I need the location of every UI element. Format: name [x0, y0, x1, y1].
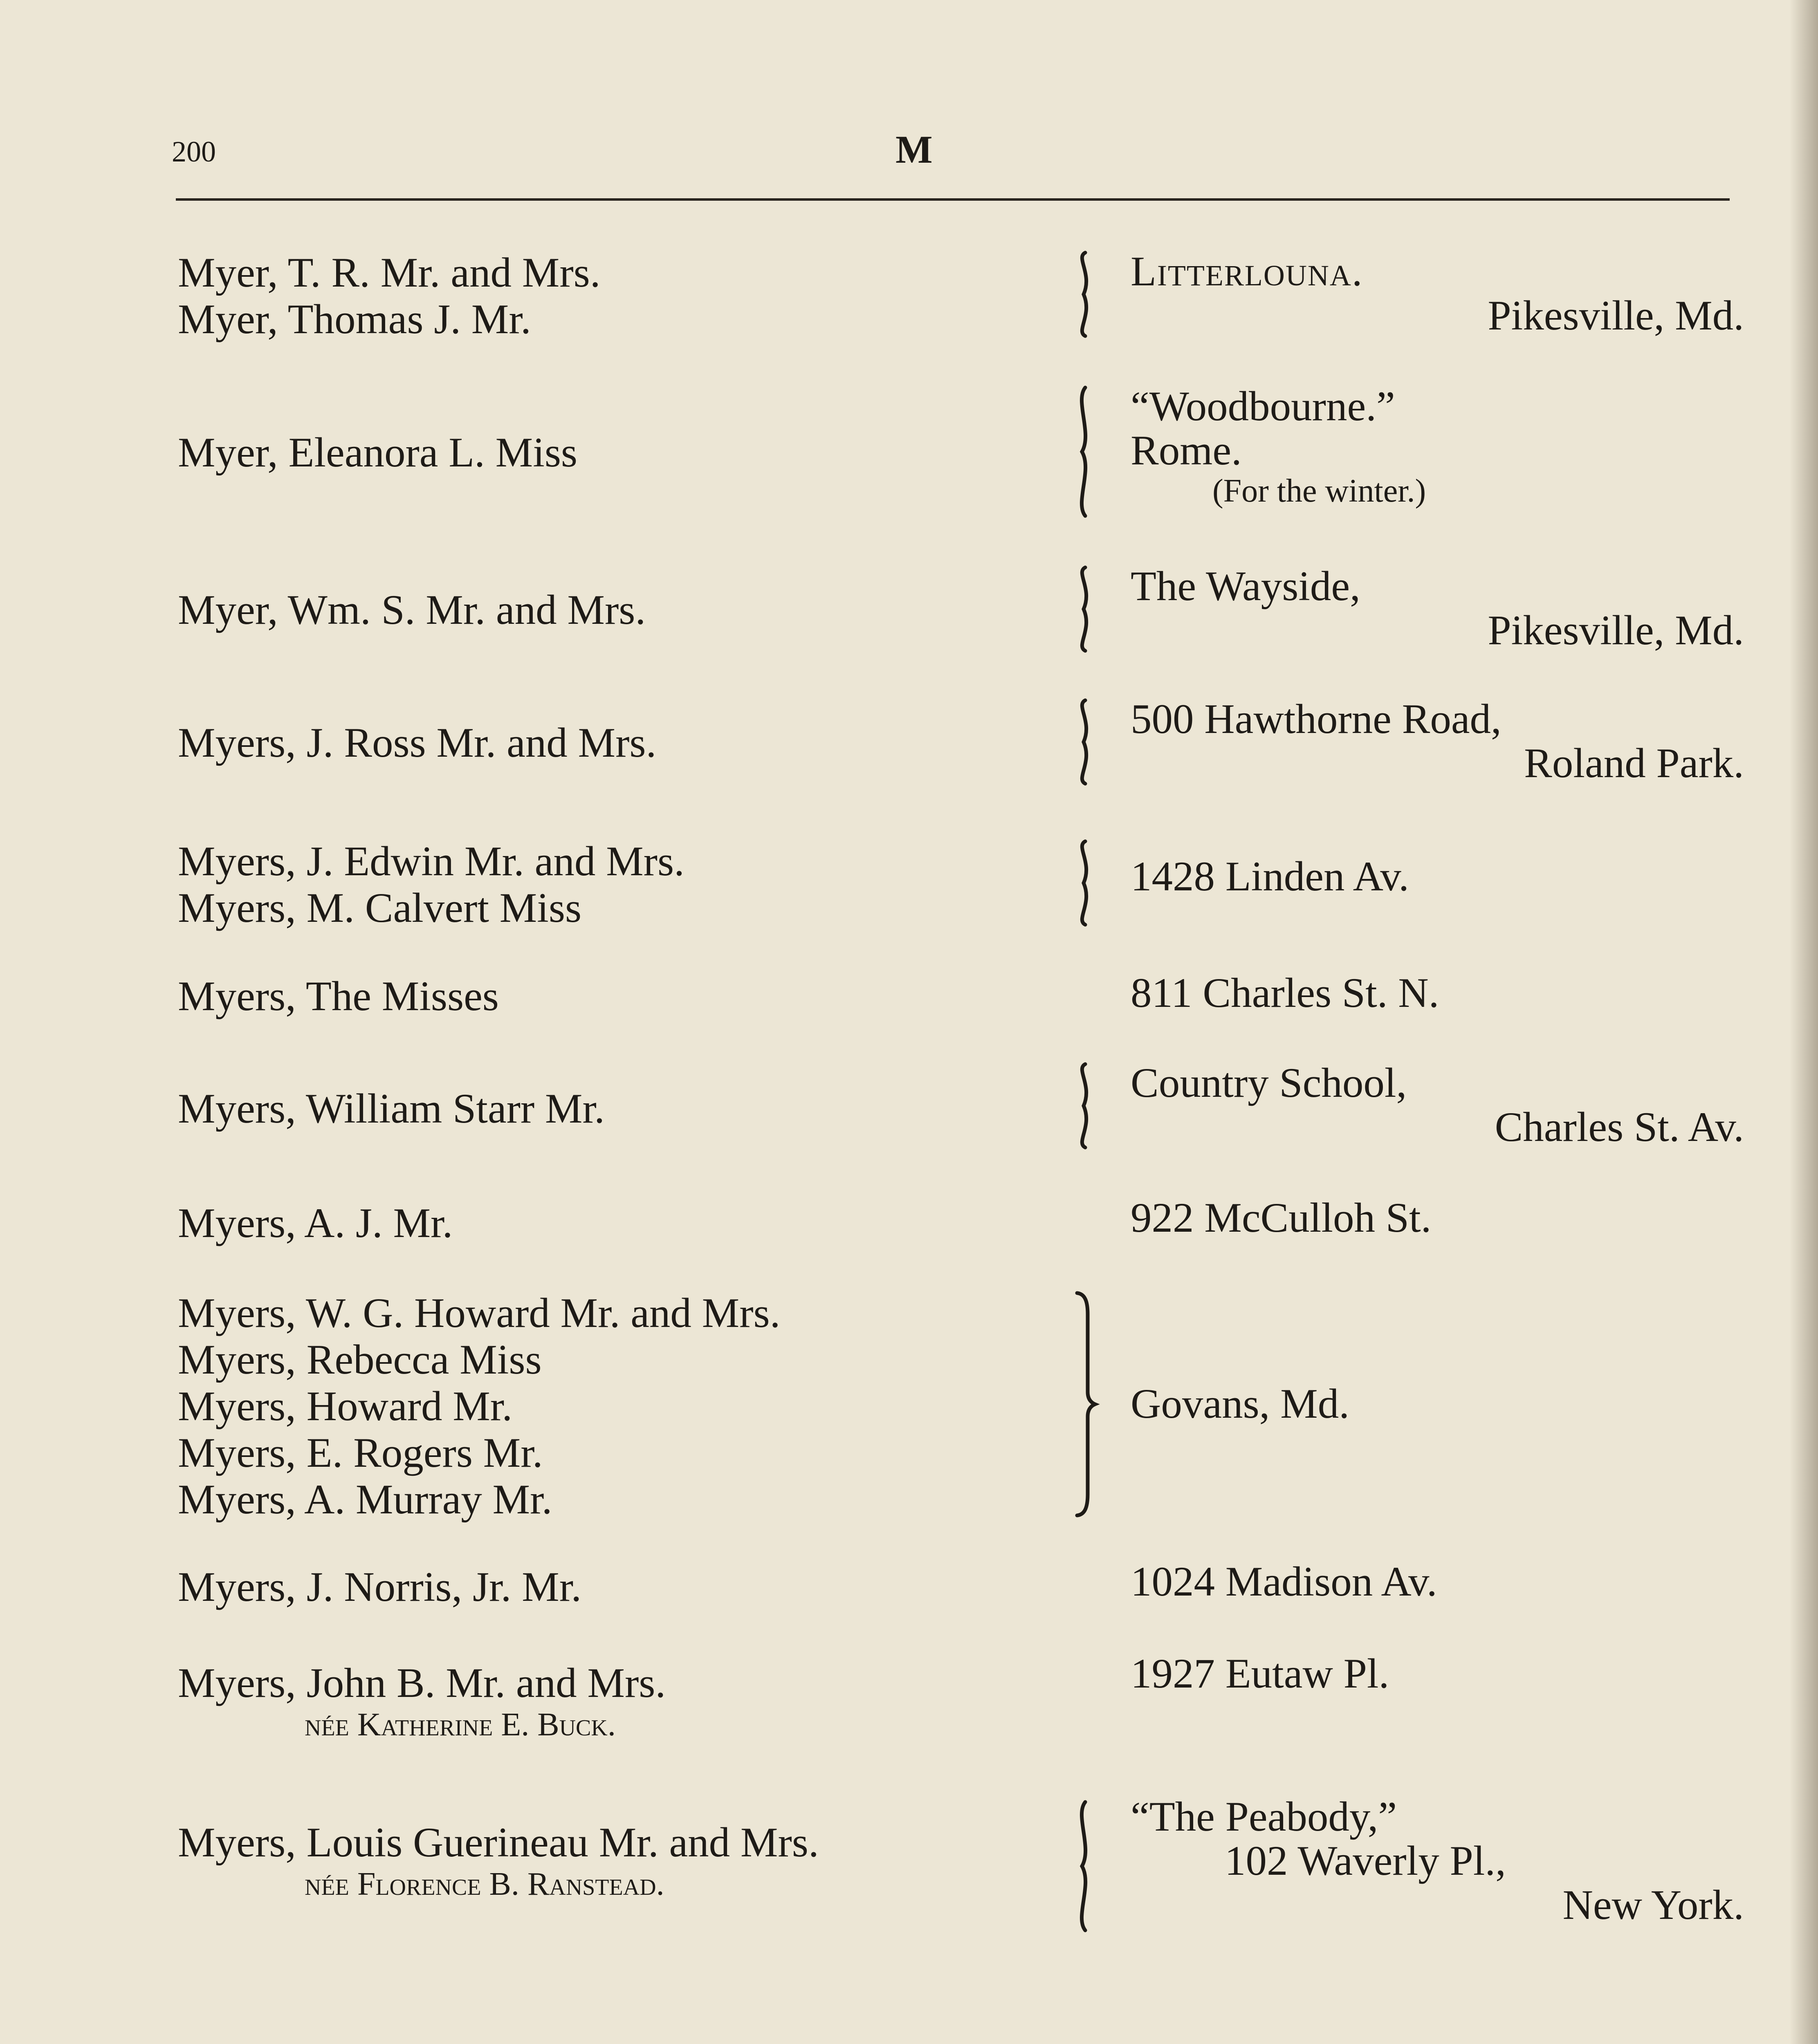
address-line: Rome. [1131, 427, 1242, 474]
resident-name: Myers, M. Calvert Miss [178, 885, 582, 931]
header-rule [176, 198, 1730, 201]
resident-name: Myer, Thomas J. Mr. [178, 296, 531, 343]
entry-address [1131, 564, 1744, 652]
brace [1071, 384, 1096, 519]
entry-names [178, 719, 656, 766]
entry-address [1131, 1652, 1744, 1696]
resident-name: Myers, J. Norris, Jr. Mr. [178, 1564, 582, 1610]
page-edge-shadow [1789, 0, 1818, 2044]
brace [1071, 838, 1096, 928]
entry-address [1131, 1795, 1744, 1927]
address-line: Govans, Md. [1131, 1381, 1350, 1427]
address-line: 922 McCulloh St. [1131, 1195, 1432, 1241]
address-line: “Woodbourne.” [1131, 383, 1395, 430]
resident-name: Myer, T. R. Mr. and Mrs. [178, 249, 601, 296]
entry-names [178, 838, 685, 931]
resident-name: Myer, Wm. S. Mr. and Mrs. [178, 587, 646, 633]
address-line: 500 Hawthorne Road, [1131, 696, 1502, 742]
entry-names [178, 1564, 581, 1610]
address-line: 1024 Madison Av. [1131, 1558, 1437, 1605]
resident-name: Myers, A. Murray Mr. [178, 1476, 552, 1523]
resident-name: Myers, Rebecca Miss [178, 1336, 542, 1383]
resident-name: Myers, John B. Mr. and Mrs. [178, 1660, 666, 1706]
maiden-name: née Katherine E. Buck. [305, 1707, 616, 1743]
resident-name: Myers, A. J. Mr. [178, 1200, 453, 1246]
entry-address [1131, 1061, 1744, 1149]
entry-address [1131, 971, 1744, 1015]
resident-name: Myers, E. Rogers Mr. [178, 1430, 543, 1476]
entry-names [178, 1660, 666, 1743]
entry-address [1131, 697, 1744, 785]
section-letter: M [896, 128, 933, 171]
brace [1071, 564, 1096, 654]
brace [1071, 697, 1096, 787]
address-line: New York. [1562, 1882, 1744, 1928]
entry-names [178, 1200, 453, 1246]
entry-address [1131, 1196, 1744, 1240]
brace [1071, 249, 1096, 339]
entry-address [1131, 384, 1744, 509]
entry-names [178, 249, 600, 343]
resident-name: Myers, J. Edwin Mr. and Mrs. [178, 838, 685, 885]
brace [1071, 1799, 1096, 1934]
entry-names [178, 1085, 605, 1132]
address-line: “The Peabody,” [1131, 1793, 1397, 1840]
entry-names [178, 429, 577, 476]
resident-name: Myers, Howard Mr. [178, 1383, 513, 1430]
entry-address [1131, 249, 1744, 338]
address-line: 102 Waverly Pl., [1225, 1838, 1506, 1884]
address-line: The Wayside, [1131, 563, 1360, 610]
entry-address [1131, 854, 1744, 899]
resident-name: Myers, J. Ross Mr. and Mrs. [178, 719, 657, 766]
resident-name: Myers, Louis Guerineau Mr. and Mrs. [178, 1819, 819, 1866]
address-line: Litterlouna. [1131, 248, 1363, 295]
address-note: (For the winter.) [1212, 473, 1426, 509]
page-header [0, 0, 1818, 204]
maiden-name: née Florence B. Ranstead. [305, 1866, 664, 1902]
entry-names [178, 587, 646, 633]
address-line: 1927 Eutaw Pl. [1131, 1650, 1389, 1697]
address-line: Pikesville, Md. [1488, 292, 1744, 339]
entry-address [1131, 1382, 1744, 1426]
resident-name: Myers, The Misses [178, 973, 499, 1020]
address-line: 811 Charles St. N. [1131, 970, 1439, 1016]
page-number: 200 [172, 135, 216, 168]
address-line: Charles St. Av. [1495, 1104, 1744, 1150]
brace [1071, 1290, 1096, 1519]
resident-name: Myers, William Starr Mr. [178, 1085, 605, 1132]
address-line: Roland Park. [1524, 740, 1744, 787]
address-line: Country School, [1131, 1060, 1407, 1106]
address-line: 1428 Linden Av. [1131, 853, 1409, 900]
entry-names [178, 1819, 819, 1903]
entry-names [178, 1290, 780, 1523]
entry-names [178, 973, 499, 1020]
address-line: Pikesville, Md. [1488, 607, 1744, 654]
entry-address [1131, 1560, 1744, 1604]
resident-name: Myers, W. G. Howard Mr. and Mrs. [178, 1290, 781, 1336]
brace [1071, 1061, 1096, 1151]
resident-name: Myer, Eleanora L. Miss [178, 429, 577, 476]
